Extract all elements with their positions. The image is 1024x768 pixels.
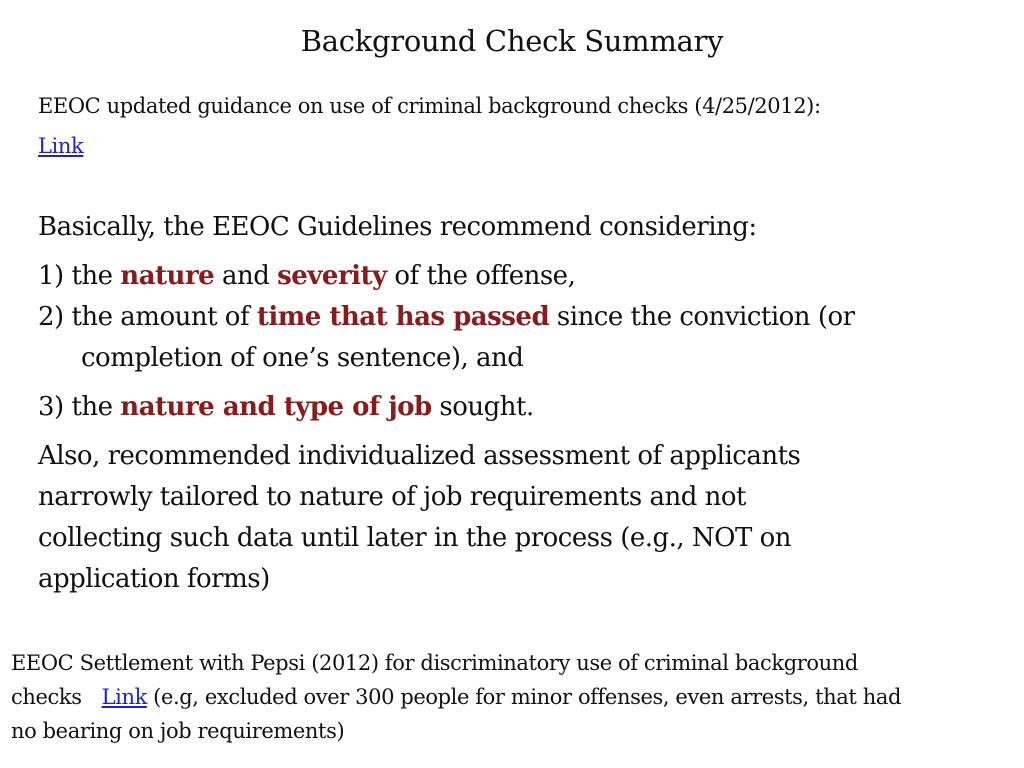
highlight-severity: severity — [277, 261, 387, 291]
guidance-text: EEOC updated guidance on use of criminal background checks (4/25/2012): — [38, 94, 821, 118]
intro-block — [38, 92, 998, 160]
list-item-2 — [38, 297, 998, 338]
also-line-3: collecting such data until later in the process (e.g., NOT on — [38, 523, 792, 553]
lead-text: Basically, the EEOC Guidelines recommend considering: — [38, 212, 757, 242]
highlight-nature: nature — [120, 261, 215, 291]
item3-prefix: 3) the — [38, 392, 121, 422]
main-body — [38, 207, 998, 600]
item2-suffix: since the conviction (or — [549, 302, 855, 332]
pepsi-settlement-link[interactable]: Link — [101, 685, 147, 709]
also-line-1: Also, recommended individualized assessment of applicants — [38, 441, 801, 471]
item1-prefix: 1) the — [38, 261, 121, 291]
item1-suffix: of the offense, — [386, 261, 576, 291]
highlight-job-type: nature and type of job — [120, 392, 432, 422]
footer-line-2-prefix: checks — [11, 685, 82, 709]
also-line-4: application forms) — [38, 564, 270, 594]
guidance-link[interactable]: Link — [38, 134, 84, 158]
highlight-time-passed: time that has passed — [256, 302, 550, 332]
footer-line-2 — [11, 680, 1011, 714]
slide-title: Background Check Summary — [300, 24, 724, 58]
guidance-link-line — [38, 132, 998, 160]
footer-line-3: no bearing on job requirements) — [11, 719, 345, 743]
list-item-2-continuation: completion of one’s sentence), and — [81, 343, 524, 373]
footer-line-2-suffix: (e.g, excluded over 300 people for minor offenses, even arrests, that had — [146, 685, 901, 709]
item3-suffix: sought. — [431, 392, 534, 422]
footer-line-1: EEOC Settlement with Pepsi (2012) for discriminatory use of criminal background — [11, 651, 858, 675]
also-line-2: narrowly tailored to nature of job requirements and not — [38, 482, 746, 512]
item1-mid: and — [214, 261, 278, 291]
list-item-3 — [38, 387, 998, 428]
footer-note — [11, 646, 1011, 748]
item2-prefix: 2) the amount of — [38, 302, 257, 332]
list-item-1 — [38, 256, 998, 297]
